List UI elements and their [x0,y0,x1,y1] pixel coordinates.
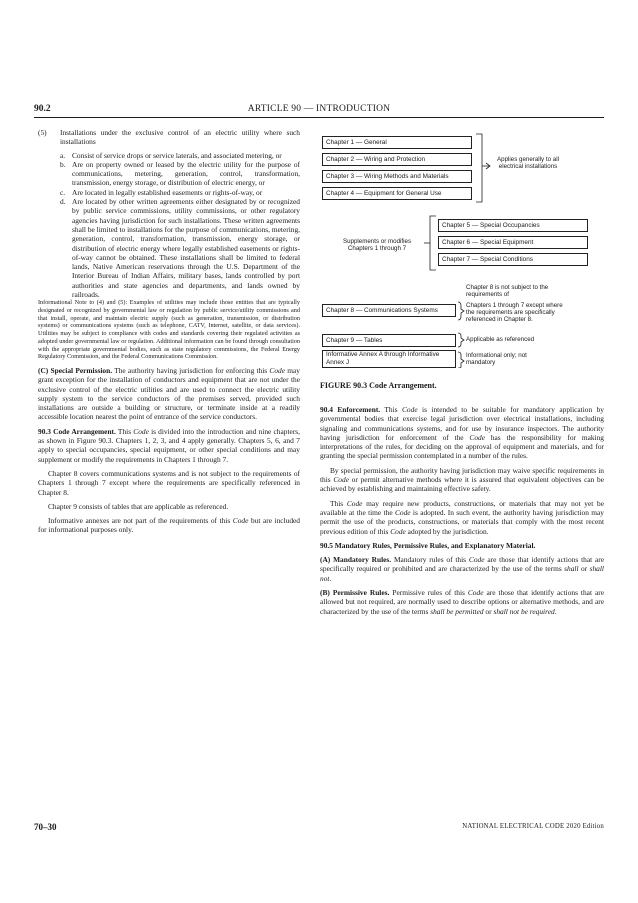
chapter-8-paragraph: Chapter 8 covers communications systems and is not subject to the requirements of Chapters 1 through 7 except where the requirements are specifically referenced in Chapter 8. [38,468,300,497]
text-run: may require new products, constructions, or materials that may not yet be available at the time the [320,498,604,517]
chapter-5-box: Chapter 5 — Special Occupancies [438,219,588,232]
text-run: This [115,426,134,436]
item-text: Installations under the exclusive control of an electric utility where such installations [60,128,300,147]
sub-item-b [60,160,300,188]
sub-letter: c. [60,187,66,197]
sub-text: Are located in legally established easements or rights-of-way, or [72,187,263,197]
code-term: Code [468,555,485,565]
sub-letter: a. [60,150,66,160]
section-heading: 90.4 Enforcement. [320,405,381,414]
sub-letter: b. [60,159,66,169]
chapter-6-box: Chapter 6 — Special Equipment [438,236,588,249]
chapter-9-box: Chapter 9 — Tables [322,334,456,347]
section-heading: 90.3 Code Arrangement. [38,426,116,436]
code-term: Code [402,405,418,414]
term-shall-not-be-required: shall not be required [493,606,555,616]
permissive-rules-paragraph [320,588,604,616]
informational-note: Informational Note to (4) and (5): Examples of utilities may include those entities that are typically designated or recognized by governmental law or regulation by public service/utility commissions and that install, operate, and maintain electric supply (such as generation, transmission, or distribution systems) or communications systems (such as telephone, CATV, Internet, satellite, or data services). Utilities may be subject to compliance with codes and standards covering their regulated activities as adopted under governmental law or regulation. Additional information can be found through consultation with the appropriate governmental bodies, such as state regulatory commissions, the Federal Energy Regulatory Commission, and the Federal Communications Commission. [38,299,300,361]
figure-caption: FIGURE 90.3 Code Arrangement. [320,381,437,390]
sub-item-c [60,188,300,197]
chapter-4-box: Chapter 4 — Equipment for General Use [322,187,472,200]
chapter-2-box: Chapter 2 — Wiring and Protection [322,153,472,166]
edition-footer: NATIONAL ELECTRICAL CODE 2020 Edition [462,823,604,830]
header-rule [34,117,604,118]
special-permission-paragraph [38,366,300,422]
new-products-paragraph [320,499,604,536]
term-shall-not: shall not [320,564,604,583]
text-run: is divided into the introduction and nine chapters, as shown in Figure 90.3. Chapters 1, 2, 3, and 4 apply generally. Chapters 5, 6, and 7 apply to special occupancies, special equipment, or other special conditions and may supplement or modify the requirements in Chapters 1 through 7. [38,426,301,464]
text-run: This [330,498,347,508]
text-run: Informative annexes are not part of the requirements of this [48,516,233,526]
applies-generally-label: Applies generally to all electrical installations [497,156,559,171]
supplements-label: Supplements or modifies Chapters 1 through 7 [342,238,412,253]
running-head: ARTICLE 90 — INTRODUCTION [247,104,391,114]
sub-item-a [60,151,300,160]
text-run: are those that identify actions that are specifically required or prohibited and are characterized by the use of the terms [320,555,604,574]
text-run: . [554,606,557,616]
figure-code-arrangement [318,128,604,368]
text-run: but are included for informational purposes only. [38,516,300,535]
text-run: has the responsibility for making interpretations of the rules, for deciding on the approval of equipment and materials, and for granting the special permission contemplated in a number of the rules. [320,432,604,461]
code-term: Code [133,426,149,436]
text-run: is intended to be suitable for mandatory application by governmental bodies that exercise legal jurisdiction over electrical installations, including signaling and communications systems, and for use by insurance inspectors. The authority having jurisdiction for enforcement of the [320,405,605,442]
text-run: adopted by the jurisdiction. [405,526,489,536]
chapter-8-note-top: Chapter 8 is not subject to the requirements of [466,284,549,299]
code-term: Code [394,507,411,517]
code-term: Code [390,526,406,536]
enforcement-paragraph [320,405,604,461]
section-number: 90.2 [34,104,51,114]
text-run: The authority having jurisdiction for enforcing this [112,365,270,375]
paragraph-heading: (A) Mandatory Rules. [320,555,392,565]
annex-note: Informational only; not mandatory [466,352,527,367]
text-run: or [578,564,590,574]
special-permission-waiver-paragraph [320,466,604,494]
text-run: Mandatory rules of this [391,555,469,565]
sub-text: Consist of service drops or service laterals, and associated metering, or [72,150,282,160]
chapter-9-note: Applicable as referenced [466,336,535,343]
text-run: or [483,606,494,616]
page-number: 70–30 [34,822,57,832]
chapter-8-box: Chapter 8 — Communications Systems [322,304,456,317]
mandatory-rules-paragraph [320,555,604,583]
code-term: Code [469,432,486,442]
sub-item-d [60,197,300,299]
annex-box: Informative Annex A through Informative Annex J [322,350,456,368]
text-run: or permit alternative methods where it is assured that equivalent objectives can be achieved by establishing and maintaining effective safety. [320,475,604,494]
rules-section-heading: 90.5 Mandatory Rules, Permissive Rules, and Explanatory Material. [320,540,536,550]
paragraph-heading: (C) Special Permission. [38,365,113,375]
code-term: Code [467,588,484,598]
term-shall-be-permitted: shall be permitted [430,606,484,616]
sub-text: Are located by other written agreements either designated by or recognized by public service commissions, utility commissions, or other regulatory agencies having jurisdiction for such installations. These written agreements shall be limited to installations for the purpose of communications, metering, generation, control, transformation, transmission, energy storage, or distribution of electric energy where legally established easements or rights-of-way cannot be obtained. These installations shall be limited to federal lands, Native American reservations through the U.S. Department of the Interior Bureau of Indian Affairs, military bases, lands controlled by port authorities and state agencies and departments, and lands owned by railroads. [72,197,300,300]
item-number: (5) [38,128,47,137]
code-arrangement-paragraph [38,427,300,464]
text-run: Permissive rules of this [389,588,468,598]
sub-letter: d. [60,197,66,207]
list-item-5 [38,128,300,147]
chapter-9-paragraph: Chapter 9 consists of tables that are applicable as referenced. [48,501,229,511]
chapter-8-note-side: Chapters 1 through 7 except where the requirements are specifically referenced in Chapter 8. [466,302,563,324]
right-column [320,405,604,621]
chapter-3-box: Chapter 3 — Wiring Methods and Materials [322,170,472,183]
left-column [38,128,300,540]
text-run: may grant exception for the installation of conductors and equipment that are not under the exclusive control of the electric utilities and are used to connect the electric utility supply system to the service conductors of the premises served, provided such installations are outside a building or structure, or terminate inside at a readily accessible location nearest the point of entrance of the service conductors. [38,365,300,422]
text-run: are those that identify actions that are allowed but not required, are normally used to describe options or alternative methods, and are characterized by the use of the terms [320,588,605,616]
text-run: is adopted. In such event, the authority having jurisdiction may permit the use of the products, constructions, or materials that comply with the most recent previous edition of this [320,507,604,536]
term-shall: shall [564,564,579,574]
text-run: . [329,573,332,583]
chapter-7-box: Chapter 7 — Special Conditions [438,253,588,266]
sub-text: Are on property owned or leased by the electric utility for the purpose of communications, metering, generation, control, transformation, transmission, energy storage, or distribution of electric energy, or [72,159,300,188]
chapter-1-box: Chapter 1 — General [322,136,472,149]
code-term: Code [333,475,349,485]
paragraph-heading: (B) Permissive Rules. [320,588,390,598]
text-run: This [380,405,402,414]
code-term: Code [346,498,363,508]
text-run: By special permission, the authority having jurisdiction may waive specific requirements in this [320,465,604,485]
code-term: Code [269,365,286,375]
code-term: Code [232,516,249,526]
annex-paragraph [38,516,300,535]
